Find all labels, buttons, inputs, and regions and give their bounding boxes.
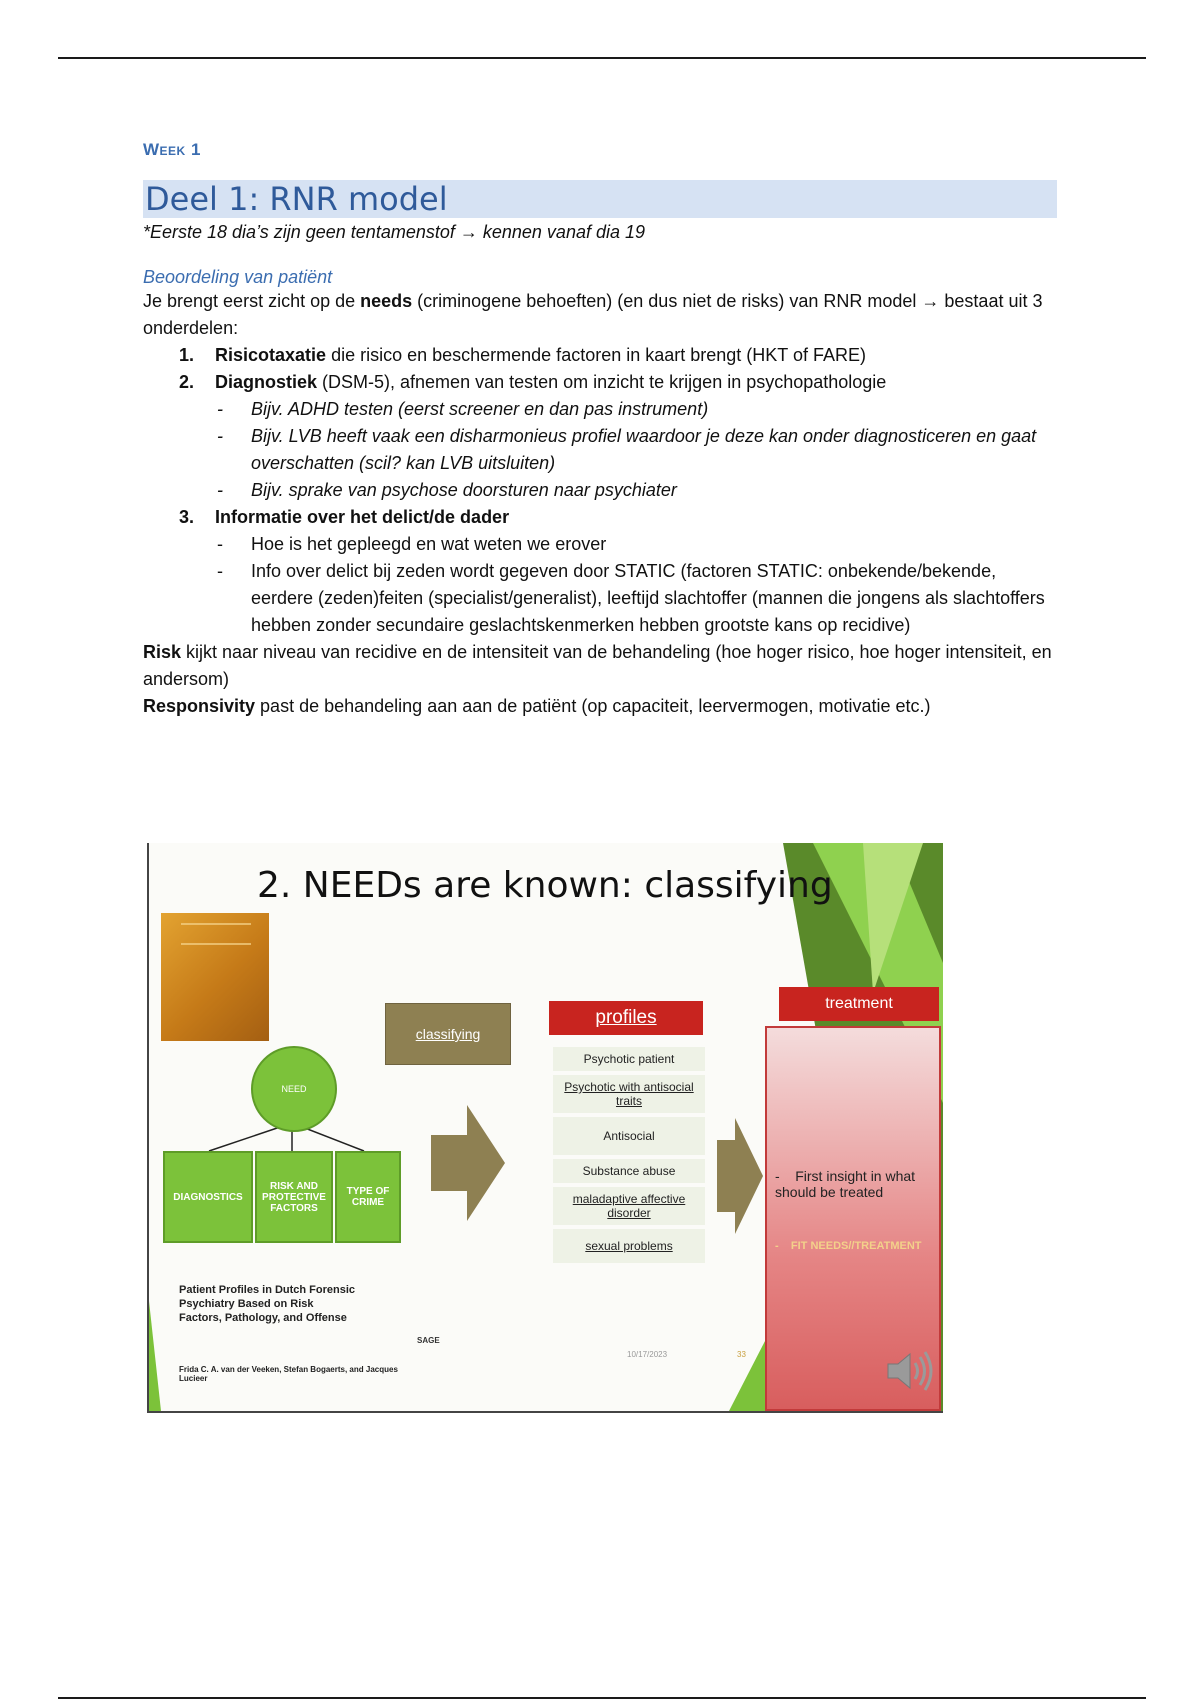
arrow-icon: →: [921, 291, 940, 311]
sub-list: [215, 396, 1063, 504]
list-term: Diagnostiek: [215, 372, 318, 392]
responsivity-text: past de behandeling aan aan de patiënt (op capaciteit, leervermogen, motivatie etc.): [255, 696, 931, 716]
sub-list-item: [215, 531, 1063, 558]
list-text: die risico en beschermende factoren in kaart brengt (HKT of FARE): [326, 345, 866, 365]
sub-text: Info over delict bij zeden wordt gegeven door STATIC (factoren STATIC: onbekende/bekende, eerdere (zeden)feiten (specialist/generalist), leeftijd slachtoffer (mannen die jongens als slachtoffers hebben zonder secundaire geslachtskenmerken hebben grootste kans op recidive): [251, 561, 1045, 635]
subheading: Beoordeling van patiënt: [143, 267, 333, 287]
intro-text-4: bestaat uit 3 onderdelen:: [143, 291, 1043, 338]
treatment-fit-text: FIT NEEDS//TREATMENT: [790, 1240, 922, 1252]
slide-page-number: 33: [737, 1350, 746, 1359]
slide-title: 2. NEEDs are known: classifying: [257, 865, 833, 906]
profile-item: Antisocial: [553, 1117, 705, 1155]
list-number: 2.: [179, 372, 195, 392]
week-label: Week 1: [143, 140, 201, 159]
right-arrow-icon: [431, 1105, 505, 1221]
sub-list: [215, 531, 1063, 639]
embedded-slide: [147, 843, 943, 1413]
profile-item: Psychotic patient: [553, 1047, 705, 1071]
list-term: Informatie over het delict/de dader: [215, 507, 510, 527]
dash: -: [217, 426, 223, 446]
profile-item: Psychotic with antisocial traits: [553, 1075, 705, 1113]
intro-text-3: (criminogene behoeften) (en dus niet de risks) van RNR model: [412, 291, 922, 311]
need-circle: NEED: [251, 1046, 337, 1132]
treatment-header: treatment: [779, 987, 939, 1021]
note-suffix: kennen vanaf dia 19: [477, 222, 646, 242]
sub-text: Bijv. ADHD testen (eerst screener en dan pas instrument): [251, 399, 709, 419]
diagnostics-box: DIAGNOSTICS: [163, 1151, 253, 1243]
risk-text: kijkt naar niveau van recidive en de intensiteit van de behandeling (hoe hoger risico, hoe hoger intensiteit, en andersom): [143, 642, 1052, 689]
arrow-icon: →: [459, 222, 478, 242]
sub-text: Bijv. LVB heeft vaak een disharmonieus profiel waardoor je deze kan onder diagnosticeren en gaat overschatten (scil? kan LVB uitsluiten): [251, 426, 1037, 473]
list-item: [143, 342, 1063, 369]
risk-factors-box: RISK AND PROTECTIVE FACTORS: [255, 1151, 333, 1243]
list-text: (DSM-5), afnemen van testen om inzicht te krijgen in psychopathologie: [317, 372, 887, 392]
profiles-header: profiles: [549, 1001, 703, 1035]
intro-text-1: Je brengt eerst zicht op de: [143, 291, 361, 311]
profile-item: Substance abuse: [553, 1159, 705, 1183]
publisher-logo: SAGE: [417, 1336, 440, 1345]
note: [143, 222, 1063, 243]
slide-decoration-right: [729, 1341, 765, 1411]
bottom-rule: [58, 1697, 1146, 1699]
numbered-list: [143, 504, 1063, 531]
citation-authors: Frida C. A. van der Veeken, Stefan Bogaerts, and Jacques Lucieer: [179, 1365, 398, 1383]
right-arrow-icon: [717, 1118, 763, 1234]
profile-item: maladaptive affective disorder: [553, 1187, 705, 1225]
list-item: [143, 369, 1063, 396]
responsivity-term: Responsivity: [143, 696, 256, 716]
slide-date: 10/17/2023: [627, 1350, 668, 1359]
responsivity-paragraph: [143, 693, 1063, 720]
sub-list-item: [215, 423, 1063, 477]
profile-item: sexual problems: [553, 1229, 705, 1263]
bullet: -: [775, 1168, 780, 1184]
sub-list-item: [215, 477, 1063, 504]
numbered-list: [143, 342, 1063, 396]
sub-text: Hoe is het gepleegd en wat weten we erover: [251, 534, 607, 554]
top-rule: [58, 57, 1146, 59]
risk-paragraph: [143, 639, 1063, 693]
intro-paragraph: [143, 288, 1063, 342]
risk-term: Risk: [143, 642, 182, 662]
bullet: -: [775, 1240, 779, 1252]
treatment-item: [775, 1168, 925, 1200]
profiles-list: [553, 1047, 705, 1267]
dash: -: [217, 561, 223, 581]
type-of-crime-box: TYPE OF CRIME: [335, 1151, 401, 1243]
list-item: [143, 504, 1063, 531]
slide-decoration-left: [149, 1301, 161, 1411]
treatment-fit: [775, 1240, 935, 1252]
list-term: Risicotaxatie: [215, 345, 327, 365]
intro-needs: needs: [360, 291, 413, 311]
document-body: [143, 140, 1063, 720]
book-cover-image: [161, 913, 269, 1041]
section-heading: Deel 1: RNR model: [143, 180, 1057, 218]
sub-list-item: [215, 396, 1063, 423]
speaker-icon[interactable]: [884, 1348, 934, 1394]
treatment-text: First insight in what should be treated: [775, 1168, 916, 1200]
dash: -: [217, 399, 223, 419]
sub-list-item: [215, 558, 1063, 639]
list-number: 3.: [179, 507, 195, 527]
dash: -: [217, 534, 223, 554]
note-prefix: *Eerste 18 dia’s zijn geen tentamenstof: [143, 222, 460, 242]
sub-text: Bijv. sprake van psychose doorsturen naar psychiater: [251, 480, 677, 500]
dash: -: [217, 480, 223, 500]
citation-title: Patient Profiles in Dutch Forensic Psychiatry Based on Risk Factors, Pathology, and Offense: [179, 1284, 356, 1324]
classifying-box: classifying: [385, 1003, 511, 1065]
list-number: 1.: [179, 345, 195, 365]
